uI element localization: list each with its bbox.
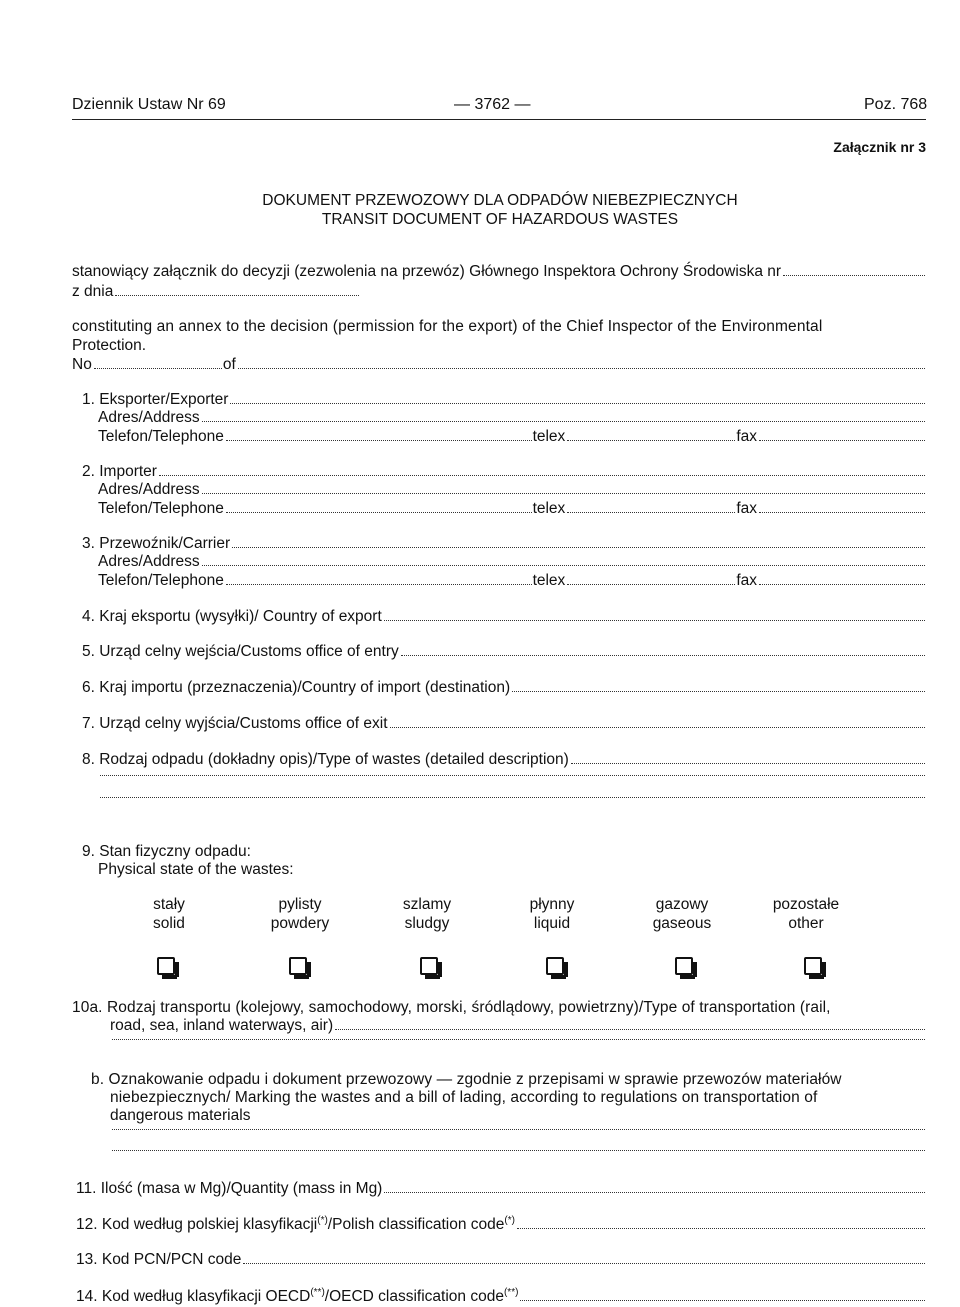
oecd-code-footnote-2: (**): [503, 1287, 519, 1298]
checkbox-solid[interactable]: [157, 957, 175, 975]
state-liquid-label: [492, 895, 612, 933]
country-of-import-field[interactable]: [512, 691, 925, 692]
marking-field-line2[interactable]: [112, 1150, 925, 1151]
of-field[interactable]: [238, 368, 925, 369]
carrier-telephone-label: Telefon/Telephone: [98, 572, 224, 589]
customs-exit-label: 7. Urząd celny wyjścia/Customs office of exit: [82, 715, 388, 732]
annex-label: Załącznik nr 3: [833, 139, 926, 155]
importer-field[interactable]: [159, 475, 925, 476]
customs-exit-field[interactable]: [390, 727, 925, 728]
carrier-field[interactable]: [232, 547, 925, 548]
position-number: Poz. 768: [864, 96, 928, 113]
exporter-row: [82, 391, 926, 411]
waste-type-line3: [98, 797, 926, 817]
exporter-telephone-field[interactable]: [226, 440, 532, 441]
importer-fax-field[interactable]: [759, 512, 925, 513]
checkbox-powdery[interactable]: [289, 957, 307, 975]
checkbox-sludgy[interactable]: [420, 957, 438, 975]
oecd-code-field[interactable]: [520, 1300, 925, 1301]
exporter-label: 1. Eksporter/Exporter: [82, 391, 229, 408]
intro-en-line1: constituting an annex to the decision (permission for the export) of the Chief Inspector of the Environmental: [72, 318, 823, 335]
state-powdery-pl: pylisty: [278, 896, 322, 913]
physical-state-label-en: Physical state of the wastes:: [98, 861, 294, 878]
exporter-telex-label: telex: [532, 428, 566, 445]
transport-type-field[interactable]: [335, 1029, 925, 1030]
of-label: of: [222, 356, 236, 373]
customs-entry-row: [82, 643, 926, 663]
quantity-row: [76, 1180, 926, 1200]
state-powdery-label: [240, 895, 360, 933]
exporter-fax-label: fax: [736, 428, 757, 445]
exporter-field[interactable]: [230, 403, 925, 404]
exporter-telephone-label: Telefon/Telephone: [98, 428, 224, 445]
state-liquid-pl: płynny: [529, 896, 575, 913]
pcn-code-field[interactable]: [243, 1263, 925, 1264]
customs-entry-field[interactable]: [401, 655, 925, 656]
state-sludgy-en: sludgy: [404, 915, 450, 932]
intro-date-label: z dnia: [72, 283, 114, 300]
no-field[interactable]: [94, 368, 222, 369]
carrier-label: 3. Przewoźnik/Carrier: [82, 535, 231, 552]
intro-pl-line1: [72, 263, 926, 283]
intro-no-row: [72, 356, 926, 376]
carrier-row: [82, 535, 926, 555]
marking-field-row1: [110, 1129, 926, 1149]
carrier-contact-row: [98, 572, 926, 592]
transport-type-line3: [110, 1039, 926, 1059]
checkbox-gaseous[interactable]: [675, 957, 693, 975]
importer-telephone-field[interactable]: [226, 512, 532, 513]
exporter-address-field[interactable]: [202, 421, 925, 422]
polish-code-label-en: /Polish classification code: [327, 1216, 505, 1234]
oecd-code-label-en: /OECD classification code: [324, 1288, 504, 1306]
exporter-address-label: Adres/Address: [98, 409, 200, 426]
state-sludgy-pl: szlamy: [402, 896, 452, 913]
pcn-code-row: [76, 1251, 926, 1271]
importer-fax-label: fax: [736, 500, 757, 517]
polish-code-footnote-1: (*): [317, 1215, 328, 1226]
oecd-code-label: [76, 1287, 518, 1306]
waste-type-line2: [98, 775, 926, 795]
oecd-code-row: [76, 1287, 926, 1307]
state-sludgy-label: [367, 895, 487, 933]
header-rule: [72, 119, 926, 120]
marking-field-line1[interactable]: [112, 1129, 925, 1130]
state-gaseous-label: [622, 895, 742, 933]
title-en: TRANSIT DOCUMENT OF HAZARDOUS WASTES: [321, 211, 679, 228]
waste-type-field-line3[interactable]: [100, 797, 925, 798]
checkbox-other[interactable]: [804, 957, 822, 975]
checkbox-liquid[interactable]: [546, 957, 564, 975]
intro-en-line2: Protection.: [72, 337, 147, 354]
country-of-import-row: [82, 679, 926, 699]
state-solid-pl: stały: [153, 896, 185, 913]
transport-type-line2: road, sea, inland waterways, air): [110, 1017, 334, 1034]
state-liquid-en: liquid: [533, 915, 571, 932]
carrier-fax-label: fax: [736, 572, 757, 589]
carrier-telex-label: telex: [532, 572, 566, 589]
marking-field-row2: [110, 1150, 926, 1170]
state-gaseous-pl: gazowy: [655, 896, 709, 913]
customs-entry-label: 5. Urząd celny wejścia/Customs office of entry: [82, 643, 399, 660]
state-solid-label: [109, 895, 229, 933]
carrier-fax-field[interactable]: [759, 584, 925, 585]
oecd-code-label-pl: 14. Kod według klasyfikacji OECD: [76, 1288, 311, 1306]
importer-address-label: Adres/Address: [98, 481, 200, 498]
waste-type-field[interactable]: [571, 763, 925, 764]
country-of-export-label: 4. Kraj eksportu (wysyłki)/ Country of export: [82, 608, 382, 625]
customs-exit-row: [82, 715, 926, 735]
polish-code-footnote-2: (*): [504, 1215, 515, 1226]
marking-line3: dangerous materials: [110, 1107, 251, 1124]
exporter-address-row: [98, 409, 926, 429]
importer-row: [82, 463, 926, 483]
title-pl: DOKUMENT PRZEWOZOWY DLA ODPADÓW NIEBEZPIECZNYCH: [262, 192, 738, 209]
quantity-label: 11. Ilość (masa w Mg)/Quantity (mass in Mg): [76, 1180, 383, 1197]
country-of-export-row: [82, 608, 926, 628]
transport-type-row: [110, 1017, 926, 1037]
journal-title: Dziennik Ustaw Nr 69: [72, 96, 226, 113]
decision-number-field[interactable]: [783, 275, 925, 276]
state-other-pl: pozostałe: [772, 896, 840, 913]
waste-type-row: [82, 751, 926, 771]
importer-label: 2. Importer: [82, 463, 157, 480]
intro-pl-line2: [72, 283, 360, 303]
quantity-field[interactable]: [384, 1192, 925, 1193]
carrier-address-label: Adres/Address: [98, 553, 200, 570]
no-label: No: [72, 356, 92, 373]
transport-type-line1: 10a. Rodzaj transportu (kolejowy, samochodowy, morski, śródlądowy, powietrzny)/Type of transportation (rail,: [72, 999, 831, 1016]
polish-code-label: [76, 1215, 515, 1234]
country-of-import-label: 6. Kraj importu (przeznaczenia)/Country of import (destination): [82, 679, 511, 696]
carrier-telephone-field[interactable]: [226, 584, 532, 585]
state-gaseous-en: gaseous: [652, 915, 712, 932]
page-number: — 3762 —: [454, 96, 531, 113]
carrier-address-field[interactable]: [202, 565, 925, 566]
importer-telephone-label: Telefon/Telephone: [98, 500, 224, 517]
importer-contact-row: [98, 500, 926, 520]
waste-type-field-line2[interactable]: [100, 775, 925, 776]
decision-date-field[interactable]: [115, 295, 359, 296]
waste-type-label: 8. Rodzaj odpadu (dokładny opis)/Type of wastes (detailed description): [82, 751, 569, 768]
pcn-code-label: 13. Kod PCN/PCN code: [76, 1251, 242, 1268]
state-solid-en: solid: [153, 915, 185, 932]
state-other-en: other: [788, 915, 824, 932]
importer-telex-label: telex: [532, 500, 566, 517]
polish-code-row: [76, 1215, 926, 1235]
importer-address-row: [98, 481, 926, 501]
importer-address-field[interactable]: [202, 493, 925, 494]
carrier-address-row: [98, 553, 926, 573]
polish-code-label-pl: 12. Kod według polskiej klasyfikacji: [76, 1216, 318, 1234]
exporter-fax-field[interactable]: [759, 440, 925, 441]
importer-telex-field[interactable]: [567, 512, 735, 513]
polish-code-field[interactable]: [517, 1228, 925, 1229]
exporter-contact-row: [98, 428, 926, 448]
transport-type-field-line2[interactable]: [112, 1039, 925, 1040]
oecd-code-footnote-1: (**): [310, 1287, 325, 1298]
state-other-label: [746, 895, 866, 933]
state-powdery-en: powdery: [270, 915, 330, 932]
physical-state-label-pl: 9. Stan fizyczny odpadu:: [82, 843, 251, 860]
marking-line2: niebezpiecznych/ Marking the wastes and a bill of lading, according to regulations on transportation of: [110, 1089, 818, 1106]
carrier-telex-field[interactable]: [567, 584, 735, 585]
exporter-telex-field[interactable]: [567, 440, 735, 441]
intro-pl-text: stanowiący załącznik do decyzji (zezwolenia na przewóz) Głównego Inspektora Ochrony Środowiska nr: [72, 263, 782, 280]
country-of-export-field[interactable]: [384, 620, 925, 621]
marking-line1: b. Oznakowanie odpadu i dokument przewozowy — zgodnie z przepisami w sprawie przewozów materiałów: [91, 1071, 842, 1088]
